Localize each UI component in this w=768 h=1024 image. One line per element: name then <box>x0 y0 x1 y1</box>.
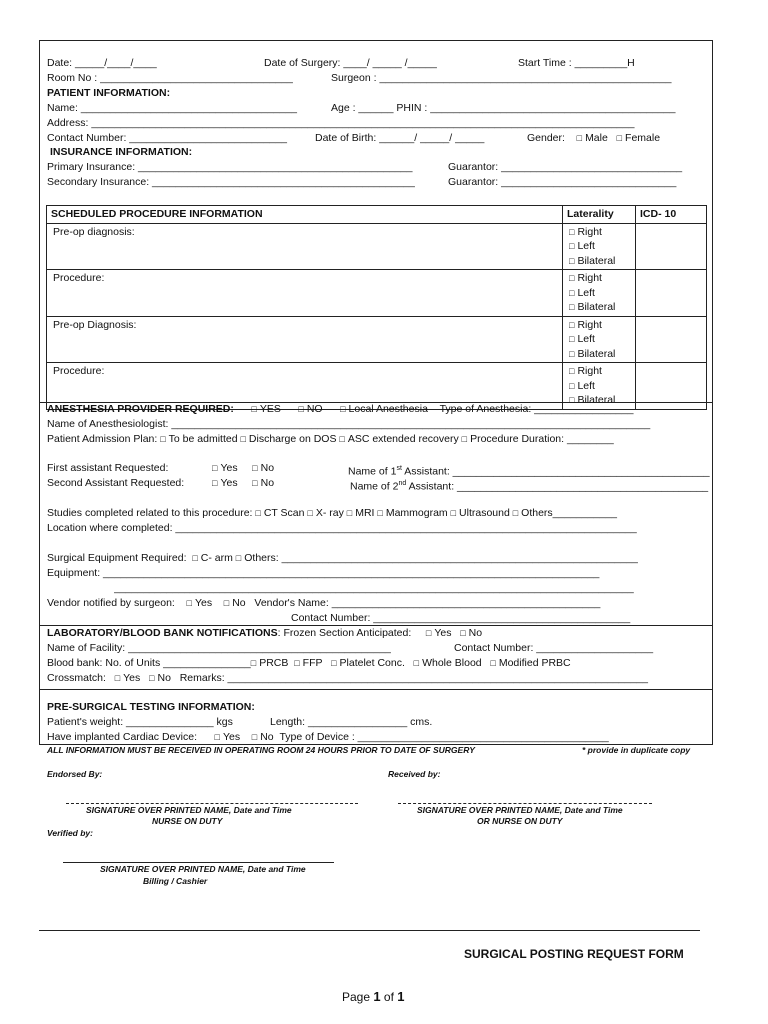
length-field[interactable]: Length: _________________ cms. <box>270 716 433 728</box>
ct-scan-checkbox[interactable]: □ CT Scan <box>255 507 304 519</box>
right-checkbox[interactable]: □ Right <box>569 225 629 240</box>
procedure-duration-field[interactable]: □ Procedure Duration: ________ <box>462 433 614 445</box>
mammogram-checkbox[interactable]: □ Mammogram <box>377 507 447 519</box>
vendor-label: Vendor notified by surgeon: <box>47 597 175 609</box>
admitted-checkbox[interactable]: □ To be admitted <box>160 433 237 445</box>
laterality-cell <box>563 270 636 317</box>
admission-plan-label: Patient Admission Plan: <box>47 433 158 445</box>
asc-checkbox[interactable]: □ ASC extended recovery <box>339 433 458 445</box>
second-assistant-name-field[interactable]: Name of 2nd Assistant: ___________________________________________ <box>350 480 709 493</box>
bilateral-checkbox[interactable]: □ Bilateral <box>569 254 629 269</box>
cardiac-yes-checkbox[interactable]: □ Yes <box>215 731 241 743</box>
bilateral-checkbox[interactable]: □ Bilateral <box>569 347 629 362</box>
gender-label: Gender: <box>527 132 565 144</box>
laterality-header: Laterality <box>563 206 636 224</box>
anesthesia-row <box>47 403 633 416</box>
table-row <box>47 316 707 363</box>
second-assistant-label: Second Assistant Requested: <box>47 477 185 489</box>
crossmatch-row <box>47 672 648 685</box>
platelet-checkbox[interactable]: □ Platelet Conc. <box>331 657 405 669</box>
endorsed-by-label: Endorsed By: <box>47 769 103 779</box>
patient-name-field[interactable]: Name: _____________________________________ <box>47 102 297 114</box>
anesthesia-yes-checkbox[interactable]: □ YES <box>251 403 280 415</box>
form-title: SURGICAL POSTING REQUEST FORM <box>464 947 684 961</box>
verified-by-label: Verified by: <box>47 828 93 838</box>
page-number: Page 1 of 1 <box>342 989 405 1004</box>
equipment-field[interactable]: Equipment: _____________________________________________________________________________________ <box>47 567 600 579</box>
procedure-cell-2[interactable]: Procedure: <box>47 363 563 410</box>
procedure-table-header: SCHEDULED PROCEDURE INFORMATION <box>47 206 563 224</box>
vendor-no-checkbox[interactable]: □ No <box>224 597 246 609</box>
frozen-section-label: : Frozen Section Anticipated: <box>277 627 412 639</box>
left-checkbox[interactable]: □ Left <box>569 286 629 301</box>
studies-row <box>47 507 617 520</box>
blood-units-field[interactable]: Blood bank: No. of Units _______________ <box>47 657 251 669</box>
first-assistant-name-field[interactable]: Name of 1st Assistant: ____________________________________________ <box>348 465 710 478</box>
verified-signature-line[interactable] <box>63 862 334 863</box>
signature-caption: SIGNATURE OVER PRINTED NAME, Date and Time <box>86 805 292 815</box>
cardiac-label: Have implanted Cardiac Device: <box>47 731 197 743</box>
male-label: Male <box>585 132 608 144</box>
vendor-row <box>47 597 600 610</box>
date-field[interactable]: Date: _____/____/____ <box>47 57 157 69</box>
modified-prbc-checkbox[interactable]: □ Modified PRBC <box>490 657 570 669</box>
gender-group <box>527 132 660 145</box>
blood-bank-row <box>47 657 571 670</box>
procedure-cell-1[interactable]: Procedure: <box>47 270 563 317</box>
right-checkbox[interactable]: □ Right <box>569 364 629 379</box>
crossmatch-label: Crossmatch: <box>47 672 106 684</box>
weight-field[interactable]: Patient's weight: _______________ kgs <box>47 716 233 728</box>
form-frame <box>39 40 713 745</box>
laterality-cell <box>563 316 636 363</box>
preop-diagnosis-cell-2[interactable]: Pre-op Diagnosis: <box>47 316 563 363</box>
preop-diagnosis-cell-1[interactable]: Pre-op diagnosis: <box>47 223 563 270</box>
studies-label: Studies completed related to this procedure: <box>47 507 253 519</box>
equipment-blank-line[interactable]: _________________________________________________________________________________________ <box>114 582 634 594</box>
prcb-checkbox[interactable]: □ PRCB <box>251 657 289 669</box>
location-completed-field[interactable]: Location where completed: _______________________________________________________________________________ <box>47 522 637 534</box>
female-label: Female <box>625 132 661 144</box>
room-no-field[interactable]: Room No : _________________________________ <box>47 72 293 84</box>
vendor-contact-field[interactable]: Contact Number: ____________________________________________ <box>291 612 631 624</box>
ultrasound-checkbox[interactable]: □ Ultrasound <box>451 507 510 519</box>
surgeon-field[interactable]: Surgeon : __________________________________________________ <box>331 72 672 84</box>
icd-cell[interactable] <box>636 316 707 363</box>
left-checkbox[interactable]: □ Left <box>569 239 629 254</box>
cardiac-no-checkbox[interactable]: □ No <box>252 731 274 743</box>
left-checkbox[interactable]: □ Left <box>569 332 629 347</box>
crossmatch-yes-checkbox[interactable]: □ Yes <box>115 672 141 684</box>
whole-blood-checkbox[interactable]: □ Whole Blood <box>414 657 482 669</box>
left-checkbox[interactable]: □ Left <box>569 379 629 394</box>
right-checkbox[interactable]: □ Right <box>569 271 629 286</box>
equipment-others-field[interactable]: □ Others: _____________________________________________________________ <box>236 552 638 564</box>
signature-role: NURSE ON DUTY <box>152 816 223 826</box>
bilateral-checkbox[interactable]: □ Bilateral <box>569 393 629 408</box>
facility-contact-field[interactable]: Contact Number: ____________________ <box>454 642 654 654</box>
contact-number-field[interactable]: Contact Number: ___________________________ <box>47 132 287 144</box>
device-type-field[interactable]: Type of Device : ___________________________________________ <box>279 731 609 743</box>
start-time-field[interactable]: Start Time : _________H <box>518 57 635 69</box>
local-anesthesia-checkbox[interactable]: □ Local Anesthesia <box>340 403 428 415</box>
endorsed-signature-line[interactable] <box>66 803 358 804</box>
secondary-insurance-field[interactable]: Secondary Insurance: _____________________________________________ <box>47 176 415 188</box>
equipment-row <box>47 552 638 565</box>
frozen-no-checkbox[interactable]: □ No <box>460 627 482 639</box>
vendor-yes-checkbox[interactable]: □ Yes <box>187 597 213 609</box>
guarantor-field-2[interactable]: Guarantor: ______________________________ <box>448 176 677 188</box>
received-signature-line[interactable] <box>398 803 652 804</box>
anesthesia-heading: ANESTHESIA PROVIDER REQUIRED: <box>47 403 234 415</box>
second-assistant-no-checkbox[interactable]: □ No <box>252 477 274 489</box>
submission-notice: ALL INFORMATION MUST BE RECEIVED IN OPERATING ROOM 24 HOURS PRIOR TO DATE OF SURGERY <box>47 745 475 755</box>
cardiac-row <box>47 731 609 744</box>
age-phin-field[interactable]: Age : ______ PHIN : __________________________________________ <box>331 102 676 114</box>
xray-checkbox[interactable]: □ X- ray <box>307 507 343 519</box>
icd-cell[interactable] <box>636 223 707 270</box>
dob-field[interactable]: Date of Birth: ______/ _____/ _____ <box>315 132 485 144</box>
signature-caption: SIGNATURE OVER PRINTED NAME, Date and Time <box>100 864 306 874</box>
presurgical-heading: PRE-SURGICAL TESTING INFORMATION: <box>47 701 255 713</box>
crossmatch-no-checkbox[interactable]: □ No <box>149 672 171 684</box>
date-of-surgery-field[interactable]: Date of Surgery: ____/ _____ /_____ <box>264 57 437 69</box>
anesthesiologist-field[interactable]: Name of Anesthesiologist: __________________________________________________________________________________ <box>47 418 651 430</box>
guarantor-field-1[interactable]: Guarantor: _______________________________ <box>448 161 683 173</box>
second-assistant-options <box>212 477 274 490</box>
signature-role: OR NURSE ON DUTY <box>477 816 563 826</box>
equipment-label: Surgical Equipment Required: <box>47 552 187 564</box>
facility-field[interactable]: Name of Facility: _____________________________________________ <box>47 642 391 654</box>
icd-header: ICD- 10 <box>636 206 707 224</box>
patient-info-heading: PATIENT INFORMATION: <box>47 87 171 99</box>
laterality-cell <box>563 223 636 270</box>
primary-insurance-field[interactable]: Primary Insurance: _______________________________________________ <box>47 161 413 173</box>
received-by-label: Received by: <box>388 769 441 779</box>
male-checkbox[interactable] <box>577 132 608 144</box>
first-assistant-yes-checkbox[interactable]: □ Yes <box>212 462 238 474</box>
first-assistant-options <box>212 462 274 475</box>
lab-heading: LABORATORY/BLOOD BANK NOTIFICATIONS <box>47 627 278 639</box>
section-divider <box>40 689 712 690</box>
frozen-yes-checkbox[interactable]: □ Yes <box>426 627 452 639</box>
first-assistant-no-checkbox[interactable]: □ No <box>252 462 274 474</box>
bilateral-checkbox[interactable]: □ Bilateral <box>569 300 629 315</box>
footer-rule <box>39 930 700 931</box>
signature-caption: SIGNATURE OVER PRINTED NAME, Date and Time <box>417 805 623 815</box>
female-checkbox[interactable] <box>617 132 660 144</box>
address-field[interactable]: Address: _____________________________________________________________________________________________ <box>47 117 635 129</box>
first-assistant-label: First assistant Requested: <box>47 462 169 474</box>
insurance-info-heading: INSURANCE INFORMATION: <box>50 146 193 158</box>
mri-checkbox[interactable]: □ MRI <box>347 507 375 519</box>
anesthesia-no-checkbox[interactable]: □ NO <box>298 403 322 415</box>
c-arm-checkbox[interactable]: □ C- arm <box>192 552 233 564</box>
icd-cell[interactable] <box>636 270 707 317</box>
admission-plan-row <box>47 433 614 446</box>
vendor-name-field[interactable]: Vendor's Name: ______________________________________________ <box>254 597 601 609</box>
table-row <box>47 223 707 270</box>
section-divider <box>40 625 712 626</box>
discharge-checkbox[interactable]: □ Discharge on DOS <box>240 433 336 445</box>
remarks-field[interactable]: Remarks: ________________________________________________________________________ <box>179 672 648 684</box>
procedure-table <box>46 205 707 410</box>
duplicate-note: * provide in duplicate copy <box>582 745 691 755</box>
lab-row <box>47 627 482 640</box>
others-checkbox[interactable]: □ Others___________ <box>513 507 617 519</box>
table-row <box>47 270 707 317</box>
signature-role: Billing / Cashier <box>143 876 208 886</box>
anesthesia-type-field[interactable]: Type of Anesthesia: _________________ <box>439 403 634 415</box>
right-checkbox[interactable]: □ Right <box>569 318 629 333</box>
second-assistant-yes-checkbox[interactable]: □ Yes <box>212 477 238 489</box>
ffp-checkbox[interactable]: □ FFP <box>294 657 322 669</box>
